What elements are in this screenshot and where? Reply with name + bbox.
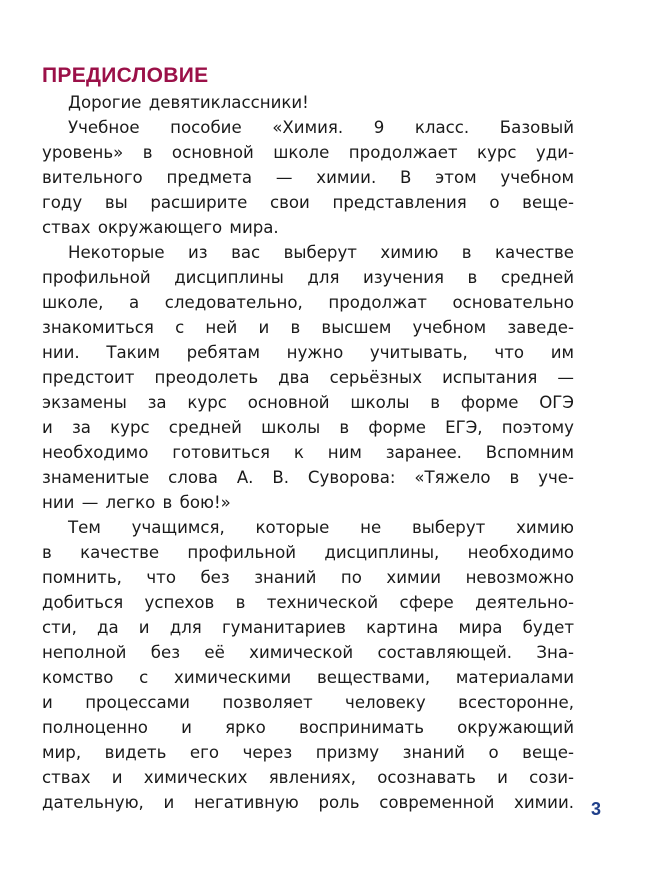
text-line: профильной дисциплины для изучения в средней	[42, 268, 574, 287]
text-line: помнить, что без знаний по химии невозможно	[42, 568, 574, 587]
paragraph-profile-students	[42, 240, 574, 515]
text-line: добиться успехов в технической сфере деятельно-	[42, 593, 574, 612]
text-line: году вы расширите свои представления о веще-	[42, 193, 574, 212]
paragraph-intro	[42, 115, 574, 240]
text-line: мир, видеть его через призму знаний о веще-	[42, 743, 574, 762]
text-line: знаменитые слова А. В. Суворова: «Тяжело в уче-	[42, 468, 574, 487]
text-line: ствах и химических явлениях, осознавать и сози-	[42, 768, 574, 787]
text-line: и за курс средней школы в форме ЕГЭ, поэтому	[42, 418, 574, 437]
text-line: Тем учащимся, которые не выберут химию	[68, 518, 574, 537]
text-line: школе, а следовательно, продолжат основательно	[42, 293, 574, 312]
text-line: предстоит преодолеть два серьёзных испытания —	[42, 368, 574, 387]
text-line: дательную, и негативную роль современной химии.	[42, 793, 574, 812]
text-line: экзамены за курс основной школы в форме ОГЭ	[42, 393, 574, 412]
section-heading: ПРЕДИСЛОВИЕ	[42, 64, 209, 87]
text-line: Дорогие девятиклассники!	[68, 93, 309, 112]
page-number: 3	[591, 799, 602, 819]
text-line: сти, да и для гуманитариев картина мира будет	[42, 618, 574, 637]
text-line: ствах окружающего мира.	[42, 218, 279, 237]
text-line: необходимо готовиться к ним заранее. Вспомним	[42, 443, 574, 462]
text-line: в качестве профильной дисциплины, необходимо	[42, 543, 574, 562]
text-line: знакомиться с ней и в высшем учебном заведе-	[42, 318, 574, 337]
text-line: Учебное пособие «Химия. 9 класс. Базовый	[68, 118, 574, 137]
text-line: нии. Таким ребятам нужно учитывать, что им	[42, 343, 574, 362]
text-line: и процессами позволяет человеку всесторонне,	[42, 693, 574, 712]
text-line: вительного предмета — химии. В этом учебном	[42, 168, 574, 187]
page-content	[42, 62, 574, 815]
text-line: нии — легко в бою!»	[42, 493, 231, 512]
text-line: неполной без её химической составляющей. Зна-	[42, 643, 574, 662]
text-line: уровень» в основной школе продолжает курс уди-	[42, 143, 574, 162]
paragraph-other-students	[42, 515, 574, 815]
text-line: комство с химическими веществами, материалами	[42, 668, 574, 687]
text-line: полноценно и ярко воспринимать окружающий	[42, 718, 574, 737]
text-line: Некоторые из вас выберут химию в качестве	[68, 243, 574, 262]
paragraph-greeting	[42, 90, 574, 115]
